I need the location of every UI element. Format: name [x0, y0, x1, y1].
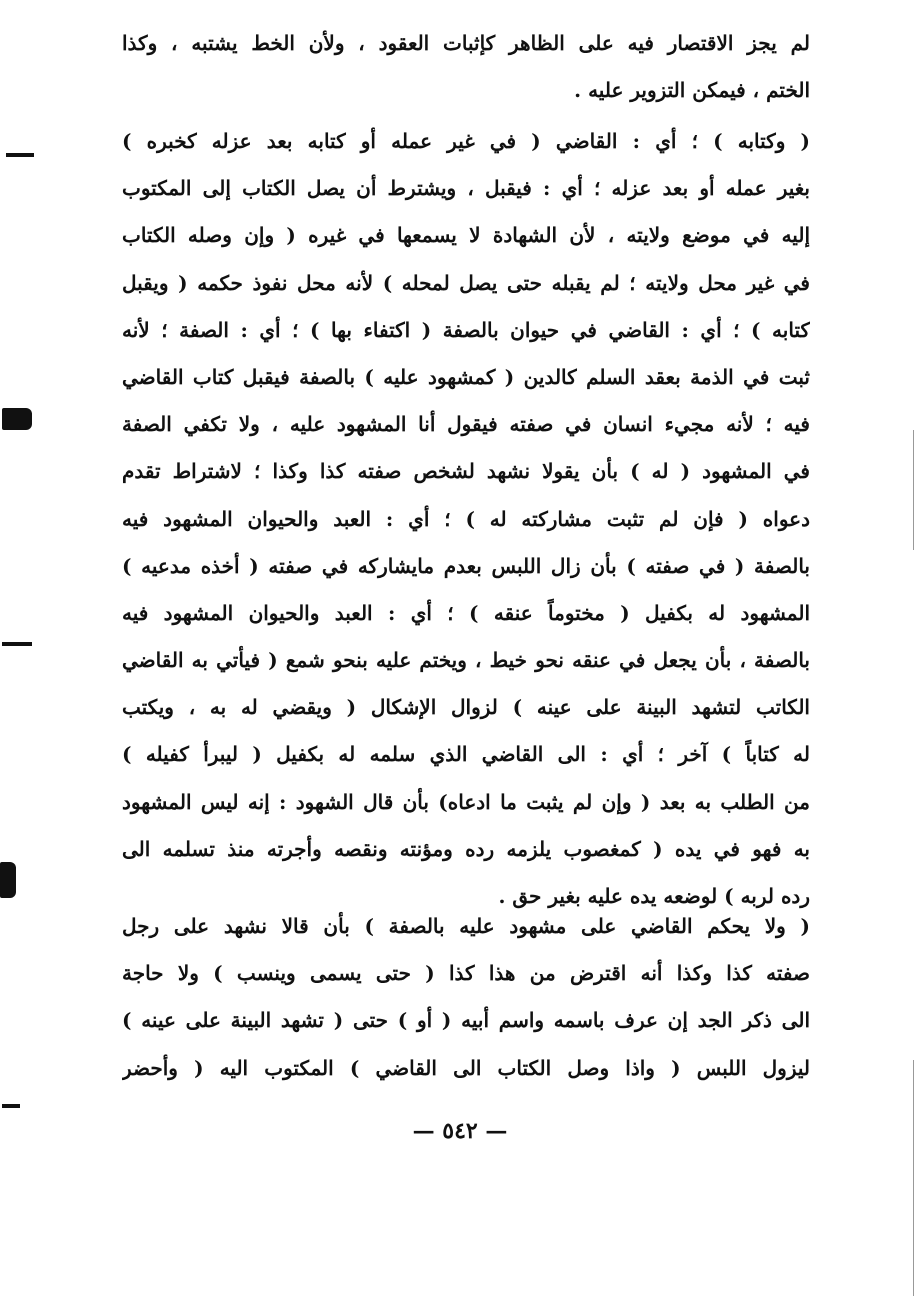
margin-mark — [2, 642, 32, 646]
text-line: ( وكتابه ) ؛ أي : القاضي ( في غير عمله أو كتابه بعد عزله كخبره ) — [122, 129, 810, 153]
text-line: لم يجز الاقتصار فيه على الظاهر كإثبات العقود ، ولأن الخط يشتبه ، وكذا — [122, 31, 810, 55]
text-line: ( ولا يحكم القاضي على مشهود عليه بالصفة ) بأن قالا نشهد على رجل — [122, 914, 810, 938]
scan-edge-line — [913, 1060, 914, 1296]
text-line: دعواه ( فإن لم تثبت مشاركته له ) ؛ أي : العبد والحيوان المشهود فيه — [122, 506, 810, 531]
text-line: المشهود له بكفيل ( مختوماً عنقه ) ؛ أي : العبد والحيوان المشهود فيه — [122, 600, 810, 625]
text-line: فيه ؛ لأنه مجيء انسان في صفته فيقول أنا المشهود عليه ، ولا تكفي الصفة — [122, 412, 810, 437]
paragraph-continuation — [122, 20, 810, 114]
text-line: صفته كذا وكذا أنه اقترض من هذا كذا ( حتى يسمى وينسب ) ولا حاجة — [122, 961, 810, 986]
text-line: بالصفة ( في صفته ) بأن زال اللبس بعدم مايشاركه في صفته ( أخذه مدعيه ) — [122, 553, 810, 578]
paragraph-kitabuh — [122, 118, 810, 920]
text-line: له كتاباً ) آخر ؛ أي : الى القاضي الذي سلمه له بكفيل ( ليبرأ كفيله ) — [122, 742, 810, 767]
margin-mark — [0, 862, 16, 898]
text-line: في المشهود ( له ) بأن يقولا نشهد لشخص صفته كذا وكذا ؛ لاشتراط تقدم — [122, 459, 810, 484]
text-line: رده لربه ) لوضعه يده عليه بغير حق . — [498, 884, 810, 908]
margin-mark — [2, 1104, 20, 1108]
text-line: الى ذكر الجد إن عرف باسمه واسم أبيه ( أو ) حتى ( تشهد البينة على عينه ) — [122, 1008, 810, 1033]
text-line: من الطلب به بعد ( وإن لم يثبت ما ادعاه) بأن قال الشهود : إنه ليس المشهود — [122, 789, 810, 814]
margin-mark — [2, 408, 32, 430]
text-line: في غير محل ولايته ؛ لم يقبله حتى يصل لمحله ) لأنه محل نفوذ حكمه ( ويقبل — [122, 270, 810, 295]
text-line: ليزول اللبس ( واذا وصل الكتاب الى القاضي ) المكتوب اليه ( وأحضر — [122, 1055, 810, 1080]
text-line: كتابه ) ؛ أي : القاضي في حيوان بالصفة ( اكتفاء بها ) ؛ أي : الصفة ؛ لأنه — [122, 317, 810, 342]
text-line: بالصفة ، بأن يجعل في عنقه نحو خيط ، ويختم عليه بنحو شمع ( فيأتي به القاضي — [122, 648, 810, 673]
text-line: إليه في موضع ولايته ، لأن الشهادة لا يسمعها في غيره ( وإن وصله الكتاب — [122, 223, 810, 248]
scan-edge-line — [913, 430, 914, 550]
page-number: — ٥٤٢ — — [412, 1118, 508, 1144]
text-line: الختم ، فيمكن التزوير عليه . — [574, 78, 810, 103]
text-line: ثبت في الذمة بعقد السلم كالدين ( كمشهود عليه ) بالصفة فيقبل كتاب القاضي — [122, 364, 810, 389]
text-line: الكاتب لتشهد البينة على عينه ) لزوال الإشكال ( ويقضي له به ، ويكتب — [122, 695, 810, 720]
text-line: بغير عمله أو بعد عزله ؛ أي : فيقبل ، ويشترط أن يصل الكتاب إلى المكتوب — [122, 176, 810, 201]
margin-mark — [6, 153, 34, 157]
paragraph-wala-yahkum — [122, 903, 810, 1092]
text-line: به فهو في يده ( كمغصوب يلزمه رده ومؤنته ونقصه وأجرته منذ تسلمه الى — [122, 836, 810, 861]
